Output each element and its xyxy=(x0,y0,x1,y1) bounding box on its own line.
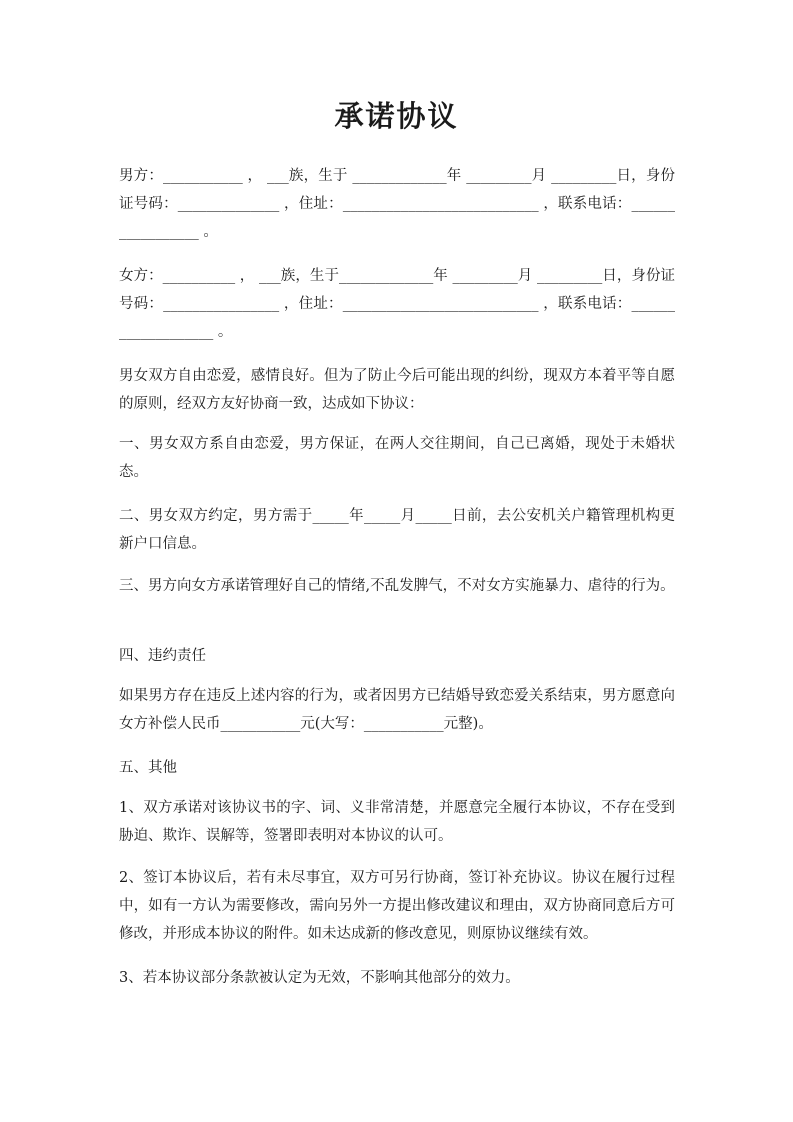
document-title: 承诺协议 xyxy=(334,99,459,133)
preamble-paragraph: 男女双方自由恋爱，感情良好。但为了防止今后可能出现的纠纷，现双方本着平等自愿的原则，经双方友好协商一致，达成如下协议： xyxy=(119,368,675,412)
clause-five-heading: 五、其他 xyxy=(119,760,177,776)
other-item-three-paragraph: 3、若本协议部分条款被认定为无效，不影响其他部分的效力。 xyxy=(119,970,520,986)
bride-info-paragraph: 女方：__________ ， ___族，生于_____________年 _________月 _________日，身份证号码：________________ ，住址：___________________________ ，联系电话：___________________ 。 xyxy=(119,268,675,340)
other-item-two-paragraph: 2、签订本协议后，若有未尽事宜，双方可另行协商，签订补充协议。协议在履行过程中，如有一方认为需要修改，需向另外一方提出修改建议和理由，双方协商同意后方可修改，并形成本协议的附件。如未达成新的修改意见，则原协议继续有效。 xyxy=(119,870,675,942)
clause-four-heading: 四、违约责任 xyxy=(119,648,206,664)
other-item-one-paragraph: 1、双方承诺对该协议书的字、词、义非常清楚，并愿意完全履行本协议，不存在受到胁迫、欺诈、误解等，签署即表明对本协议的认可。 xyxy=(119,800,675,844)
groom-info-paragraph: 男方：___________ ， ___族，生于 _____________年 _________月 _________日，身份证号码：______________ ，住址：___________________________ ，联系电话：_________________ 。 xyxy=(119,168,675,240)
breach-liability-paragraph: 如果男方存在违反上述内容的行为，或者因男方已结婚导致恋爱关系结束，男方愿意向女方补偿人民币___________元(大写：___________元整)。 xyxy=(119,688,675,732)
clause-two-paragraph: 二、男女双方约定，男方需于_____年_____月_____日前，去公安机关户籍管理机构更新户口信息。 xyxy=(119,508,675,552)
clause-three-paragraph: 三、男方向女方承诺管理好自己的情绪,不乱发脾气，不对女方实施暴力、虐待的行为。 xyxy=(119,578,675,594)
clause-one-paragraph: 一、男女双方系自由恋爱，男方保证，在两人交往期间，自己已离婚，现处于未婚状态。 xyxy=(119,436,675,480)
